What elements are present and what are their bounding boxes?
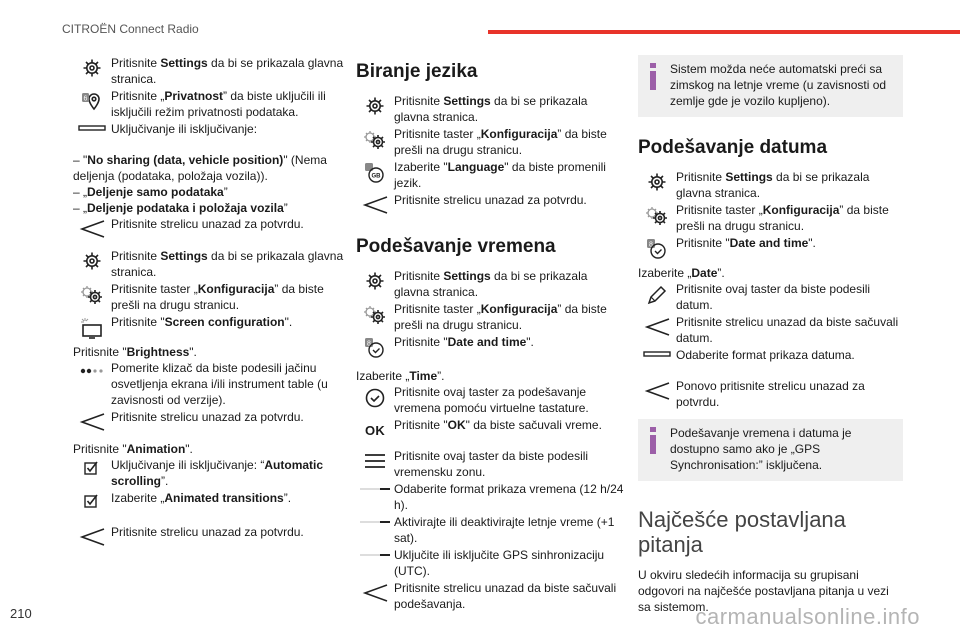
step-text: Odaberite format prikaza vremena (12 h/24 h). [394, 482, 624, 512]
column-language-time [356, 55, 624, 613]
gear-icon [365, 96, 385, 116]
step-text: Pritisnite strelicu unazad za potvrdu. [111, 525, 304, 539]
step-text: Aktivirajte ili deaktivirajte letnje vreme (+1 sat). [394, 515, 615, 545]
step-text: Pritisnite ovaj taster za podešavanje vremena pomoću virtuelne tastature. [394, 385, 589, 415]
step-text: Pritisnite taster „Konfiguracija” da biste prešli na drugu stranicu. [111, 282, 324, 312]
svg-text:8: 8 [367, 340, 371, 348]
step-back [356, 580, 624, 612]
step-text: Pritisnite „Privatnost” da biste uključili ili isključili režim privatnosti podataka. [111, 89, 326, 119]
screen-brightness-icon [80, 317, 104, 339]
step-settings [73, 248, 345, 280]
step-text: Pomerite klizač da biste podesili jačinu osvetljenja ekrana i/ili instrument table (u zavisnosti od verzije). [111, 361, 328, 407]
step-toggle [73, 121, 345, 137]
step-text: Pritisnite strelicu unazad za potvrdu. [111, 217, 304, 231]
step-date-edit [638, 281, 903, 313]
step-text: Uključivanje ili isključivanje: [111, 122, 258, 136]
step-date-time [638, 235, 903, 260]
back-arrow-icon [78, 412, 106, 432]
step-text: Pritisnite Settings da bi se prikazala glavna stranica. [676, 170, 870, 200]
step-text: Izaberite „Animated transitions”. [111, 491, 292, 505]
heading-date: Podešavanje datuma [638, 137, 828, 158]
heading-time: Podešavanje vremena [356, 236, 556, 257]
gear-icon [647, 172, 667, 192]
step-text: Uključite ili isključite GPS sinhronizaciju (UTC). [394, 548, 605, 578]
info-box-gps-sync [638, 419, 903, 481]
step-auto-scroll [73, 457, 345, 489]
step-settings [638, 169, 903, 201]
brightness-label: Pritisnite "Brightness". [73, 345, 197, 359]
watermark: carmanualsonline.info [695, 604, 920, 629]
step-text: Odaberite format prikaza datuma. [676, 348, 855, 362]
toggle-line-icon [360, 552, 390, 558]
gear-icon [365, 271, 385, 291]
configuration-gears-icon [362, 304, 388, 326]
step-configuration [638, 202, 903, 234]
column-date-faq [638, 55, 903, 615]
menu-icon [363, 451, 387, 471]
back-arrow-icon [78, 527, 106, 547]
heading-faq: Najčešće postavljana pitanja [638, 507, 846, 557]
header-title: CITROËN Connect Radio [62, 22, 199, 36]
info-icon [648, 63, 658, 91]
back-arrow-icon [361, 583, 389, 603]
step-back [73, 216, 345, 239]
info-text: Podešavanje vremena i datuma je dostupno samo ako je „GPS Synchronisation:” isključena. [670, 426, 852, 472]
step-text: Pritisnite strelicu unazad za potvrdu. [394, 193, 587, 207]
step-time-zone [356, 448, 624, 480]
step-text: Pritisnite ovaj taster da biste podesili datum. [676, 282, 871, 312]
date-label: Izaberite „Date”. [638, 266, 725, 280]
step-settings [73, 55, 345, 87]
step-privacy [73, 88, 345, 120]
step-text: Pritisnite Settings da bi se prikazala glavna stranica. [394, 269, 588, 299]
step-text: Pritisnite ovaj taster da biste podesili vremensku zonu. [394, 449, 589, 479]
language-globe-icon [364, 162, 386, 184]
configuration-gears-icon [644, 205, 670, 227]
step-text: Pritisnite Settings da bi se prikazala glavna stranica. [111, 249, 344, 279]
step-gps-sync [356, 547, 624, 579]
step-settings [356, 268, 624, 300]
heading-language: Biranje jezika [356, 61, 478, 82]
faq-intro: U okviru sledećih informacija su grupisani odgovori na najčešće postavljana pitanja u vezi sa sistemom. [638, 568, 889, 614]
column-privacy-brightness [73, 55, 345, 548]
step-text: Uključivanje ili isključivanje: “Automatic scrolling”. [111, 458, 324, 488]
info-text: Sistem možda neće automatski preći sa zimskog na letnje vreme (u zavisnosti od zemlje gde je vozilo kupljeno). [670, 62, 887, 108]
toggle-line-icon [360, 519, 390, 525]
option-data-only: – „Deljenje samo podataka” [73, 185, 228, 199]
step-time-format [356, 481, 624, 513]
step-text: Izaberite "Language" da biste promenili jezik. [394, 160, 606, 190]
step-text: Pritisnite taster „Konfiguracija” da biste prešli na drugu stranicu. [394, 127, 607, 157]
step-back [73, 524, 345, 547]
svg-text:6: 6 [83, 95, 88, 103]
step-screen-config [73, 314, 345, 339]
step-time-keyboard [356, 384, 624, 416]
back-arrow-icon [643, 317, 671, 337]
back-arrow-icon [643, 381, 671, 401]
checkbox-checked-icon [84, 460, 100, 476]
info-box-summer-time [638, 55, 903, 117]
step-text: Pritisnite "OK" da biste sačuvali vreme. [394, 418, 602, 432]
step-text: Pritisnite "Date and time". [676, 236, 816, 250]
clock-check-icon [364, 387, 386, 409]
option-data-position: – „Deljenje podataka i položaja vozila” [73, 201, 288, 215]
gear-icon [82, 251, 102, 271]
svg-text:8: 8 [649, 241, 653, 249]
toggle-line-icon [360, 486, 390, 492]
time-label: Izaberite „Time”. [356, 369, 445, 383]
back-arrow-icon [361, 195, 389, 215]
step-text: Pritisnite taster „Konfiguracija” da biste prešli na drugu stranicu. [676, 203, 889, 233]
slider-dots-icon [79, 368, 105, 374]
configuration-gears-icon [79, 284, 105, 306]
step-text: Pritisnite Settings da bi se prikazala glavna stranica. [394, 94, 588, 124]
info-icon [648, 427, 658, 455]
step-back-save-date [638, 314, 903, 346]
step-settings [356, 93, 624, 125]
step-brightness-slider [73, 360, 345, 408]
step-ok [356, 417, 624, 439]
toggle-bar-icon [643, 350, 671, 358]
step-language [356, 159, 624, 191]
header-accent-bar [488, 30, 960, 34]
configuration-gears-icon [362, 129, 388, 151]
gear-icon [82, 58, 102, 78]
step-text: Pritisnite strelicu unazad da biste sačuvali datum. [676, 315, 899, 345]
step-configuration [356, 301, 624, 333]
step-date-time [356, 334, 624, 359]
step-text: Pritisnite Settings da bi se prikazala glavna stranica. [111, 56, 344, 86]
back-arrow-icon [78, 219, 106, 239]
clock-icon [364, 337, 386, 359]
checkbox-checked-icon [84, 493, 100, 509]
page-number: 210 [10, 606, 32, 621]
svg-text:GB: GB [371, 173, 381, 180]
step-animated-transitions [73, 490, 345, 509]
animation-label: Pritisnite "Animation". [73, 442, 193, 456]
step-text: Ponovo pritisnite strelicu unazad za potvrdu. [676, 379, 865, 409]
ok-button-glyph: OK [364, 423, 386, 438]
option-no-sharing: – "No sharing (data, vehicle position)" (Nema deljenja (podataka, položaja vozila)). [73, 153, 327, 183]
pencil-icon [646, 284, 668, 306]
step-text: Pritisnite "Screen configuration". [111, 315, 293, 329]
privacy-location-icon [81, 91, 103, 113]
step-text: Pritisnite strelicu unazad da biste sačuvali podešavanja. [394, 581, 617, 611]
step-summer-time [356, 514, 624, 546]
step-text: Pritisnite strelicu unazad za potvrdu. [111, 410, 304, 424]
step-back [73, 409, 345, 432]
step-back [356, 192, 624, 215]
step-back [638, 378, 903, 410]
step-text: Pritisnite "Date and time". [394, 335, 534, 349]
step-configuration [356, 126, 624, 158]
step-text: Pritisnite taster „Konfiguracija” da biste prešli na drugu stranicu. [394, 302, 607, 332]
step-date-format [638, 347, 903, 363]
clock-icon [646, 238, 668, 260]
toggle-bar-icon [78, 124, 106, 132]
step-configuration [73, 281, 345, 313]
